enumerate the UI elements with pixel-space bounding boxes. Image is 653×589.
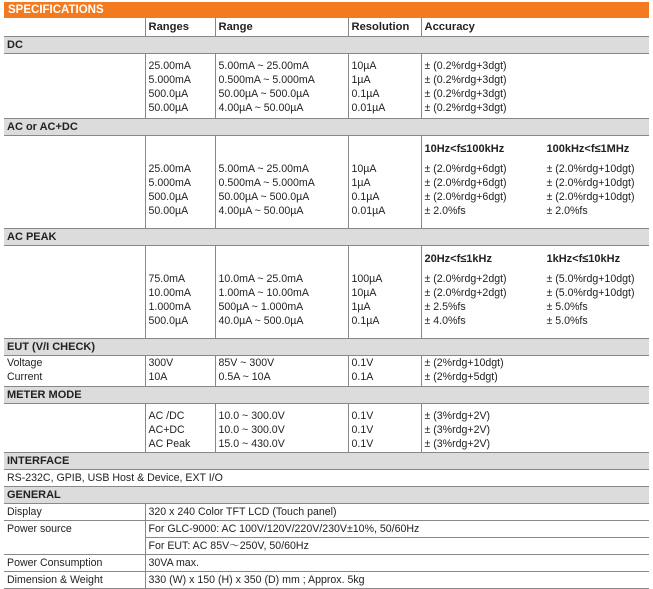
acpeak-block: 75.0mA 10.00mA 1.000mA 500.0µA 10.0mA ~ 25.0mA 1.00mA ~ 10.00mA 500µA ~ 1.000mA 40.0µA ~ 500.0µA 100µA 10µA 1µA 0.1µA 20Hz<f≤1kHz 1kHz<f≤10kHz ± (2.0%rdg+2dgt) ± (5.0%rdg+10dgt) ± (2.0%rdg+2dgt) ± (5.0%rdg+10dgt) ± 2.5%fs ± 5.0%fs ± 4.0%fs ± 5.0%fs: [4, 246, 649, 339]
interface-row: RS-232C, GPIB, USB Host & Device, EXT I/O: [4, 470, 649, 487]
col-resolution: Resolution: [348, 18, 421, 37]
eut-block: Voltage Current 300V 10A 85V ~ 300V 0.5A ~ 10A 0.1V 0.1A ± (2%rdg+10dgt) ± (2%rdg+5dgt): [4, 356, 649, 387]
acpeak-subhead-1: 20Hz<f≤1kHz: [424, 253, 492, 265]
section-meter: METER MODE: [4, 387, 649, 404]
general-power-row: Power source For GLC-9000: AC 100V/120V/220V/230V±10%, 50/60Hz: [4, 521, 649, 538]
general-consumption-row: Power Consumption 30VA max.: [4, 555, 649, 572]
col-range: Range: [215, 18, 348, 37]
spec-title: SPECIFICATIONS: [4, 2, 649, 18]
section-dc: DC: [4, 37, 649, 54]
spec-sheet: [4, 2, 649, 589]
general-power-row-2: For EUT: AC 85V～250V, 50/60Hz: [4, 538, 649, 555]
dc-block: 25.00mA 5.000mA 500.0µA 50.00µA 5.00mA ~ 25.00mA 0.500mA ~ 5.000mA 50.00µA ~ 500.0µA 4.00µA ~ 50.00µA 10µA 1µA 0.1µA 0.01µA ± (0.2%rdg+3dgt) ± (0.2%rdg+3dgt) ± (0.2%rdg+3dgt) ± (0.2%rdg+3dgt): [4, 54, 649, 119]
col-accuracy: Accuracy: [421, 18, 649, 37]
general-display-row: Display 320 x 240 Color TFT LCD (Touch panel): [4, 504, 649, 521]
spec-table: [4, 18, 649, 589]
col-ranges: Ranges: [145, 18, 215, 37]
ac-subhead-2: 100kHz<f≤1MHz: [546, 143, 630, 155]
ac-subhead-1: 10Hz<f≤100kHz: [424, 143, 505, 155]
section-general: GENERAL: [4, 487, 649, 504]
section-eut: EUT (V/I CHECK): [4, 339, 649, 356]
ac-block: 25.00mA 5.000mA 500.0µA 50.00µA 5.00mA ~ 25.00mA 0.500mA ~ 5.000mA 50.00µA ~ 500.0µA 4.00µA ~ 50.00µA 10µA 1µA 0.1µA 0.01µA 10Hz<f≤100kHz 100kHz<f≤1MHz ± (2.0%rdg+6dgt) ± (2.0%rdg+10dgt) ± (2.0%rdg+6dgt) ± (2.0%rdg+10dgt) ± (2.0%rdg+6dgt) ± (2.0%rdg+10dgt) ± 2.0%fs ± 2.0%fs: [4, 136, 649, 229]
section-ac: AC or AC+DC: [4, 119, 649, 136]
column-header-row: [4, 18, 649, 37]
acpeak-subhead-2: 1kHz<f≤10kHz: [546, 253, 621, 265]
meter-block: AC /DC AC+DC AC Peak 10.0 ~ 300.0V 10.0 ~ 300.0V 15.0 ~ 430.0V 0.1V 0.1V 0.1V ± (3%rdg+2V) ± (3%rdg+2V) ± (3%rdg+2V): [4, 404, 649, 453]
general-dimension-row: Dimension & Weight 330 (W) x 150 (H) x 350 (D) mm ; Approx. 5kg: [4, 572, 649, 589]
section-acpeak: AC PEAK: [4, 229, 649, 246]
section-interface: INTERFACE: [4, 453, 649, 470]
